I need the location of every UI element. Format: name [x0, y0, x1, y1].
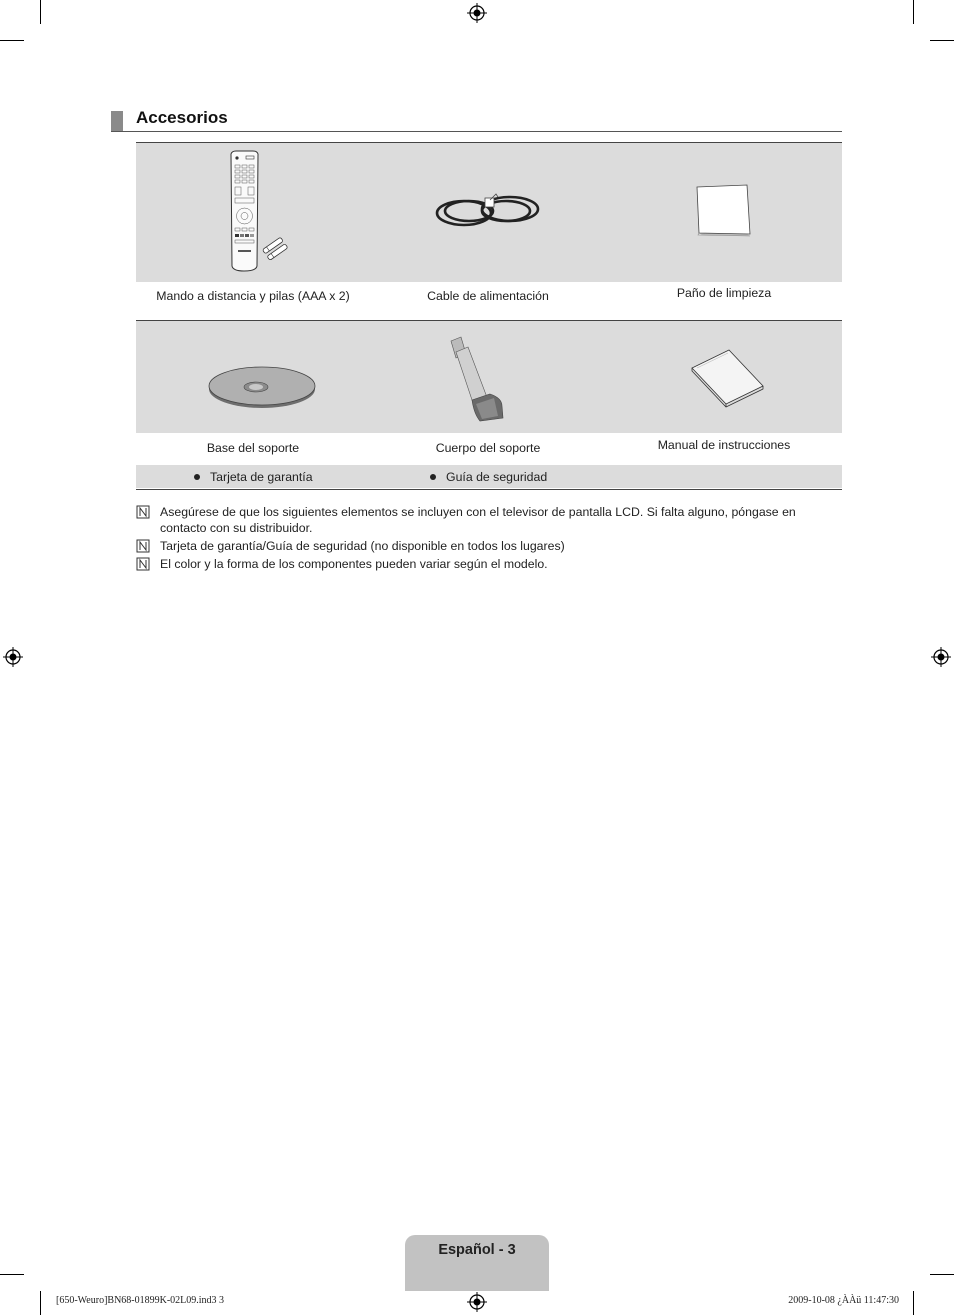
registration-mark-icon [3, 647, 23, 667]
registration-mark-icon [467, 3, 487, 23]
extra-item-safety-guide [430, 470, 547, 484]
note-icon [136, 557, 150, 571]
note-icon [136, 539, 150, 553]
crop-mark [930, 40, 954, 41]
note-text: Tarjeta de garantía/Guía de seguridad (no disponible en todos los lugares) [160, 539, 565, 553]
bullet-icon [194, 474, 200, 480]
note-item [136, 556, 842, 573]
crop-mark [930, 1274, 954, 1275]
accessory-label: Manual de instrucciones [657, 438, 791, 452]
table-rule [136, 489, 842, 490]
page-title: Accesorios [136, 108, 228, 127]
registration-mark-icon [467, 1292, 487, 1312]
accessory-label: Cable de alimentación [427, 289, 549, 303]
note-item [136, 504, 842, 538]
heading-marker [111, 111, 123, 131]
manual-icon [686, 344, 768, 408]
crop-mark [0, 40, 24, 41]
accessory-label: Cuerpo del soporte [435, 441, 541, 455]
crop-mark [40, 1291, 41, 1315]
page-number: Español - 3 [438, 1242, 516, 1258]
accessory-label: Base del soporte [206, 441, 300, 455]
extra-item-label: Tarjeta de garantía [210, 470, 313, 484]
cleaning-cloth-icon [692, 183, 756, 243]
bullet-icon [430, 474, 436, 480]
extra-item-label: Guía de seguridad [446, 470, 548, 484]
heading-rule [111, 131, 842, 132]
accessory-label: Paño de limpieza [676, 286, 772, 300]
stand-body-icon [446, 336, 508, 422]
power-cable-icon [432, 188, 544, 236]
crop-mark [913, 0, 914, 24]
extra-item-warranty [194, 470, 313, 484]
accessory-label: Mando a distancia y pilas (AAA x 2) [156, 289, 350, 303]
note-item [136, 538, 842, 555]
crop-mark [40, 0, 41, 24]
stand-base-icon [206, 362, 318, 410]
print-timestamp: 2009-10-08 ¿ÀÀü 11:47:30 [788, 1295, 899, 1306]
registration-mark-icon [931, 647, 951, 667]
crop-mark [0, 1274, 24, 1275]
remote-control-icon [224, 150, 294, 272]
note-icon [136, 505, 150, 519]
note-text: Asegúrese de que los siguientes elementos se incluyen con el televisor de pantalla LCD. Si falta alguno, póngase en contacto con su distribuidor. [160, 505, 796, 535]
print-file-info: [650-Weuro]BN68-01899K-02L09.ind3 3 [56, 1295, 225, 1306]
crop-mark [913, 1291, 914, 1315]
note-text: El color y la forma de los componentes pueden variar según el modelo. [160, 557, 548, 571]
